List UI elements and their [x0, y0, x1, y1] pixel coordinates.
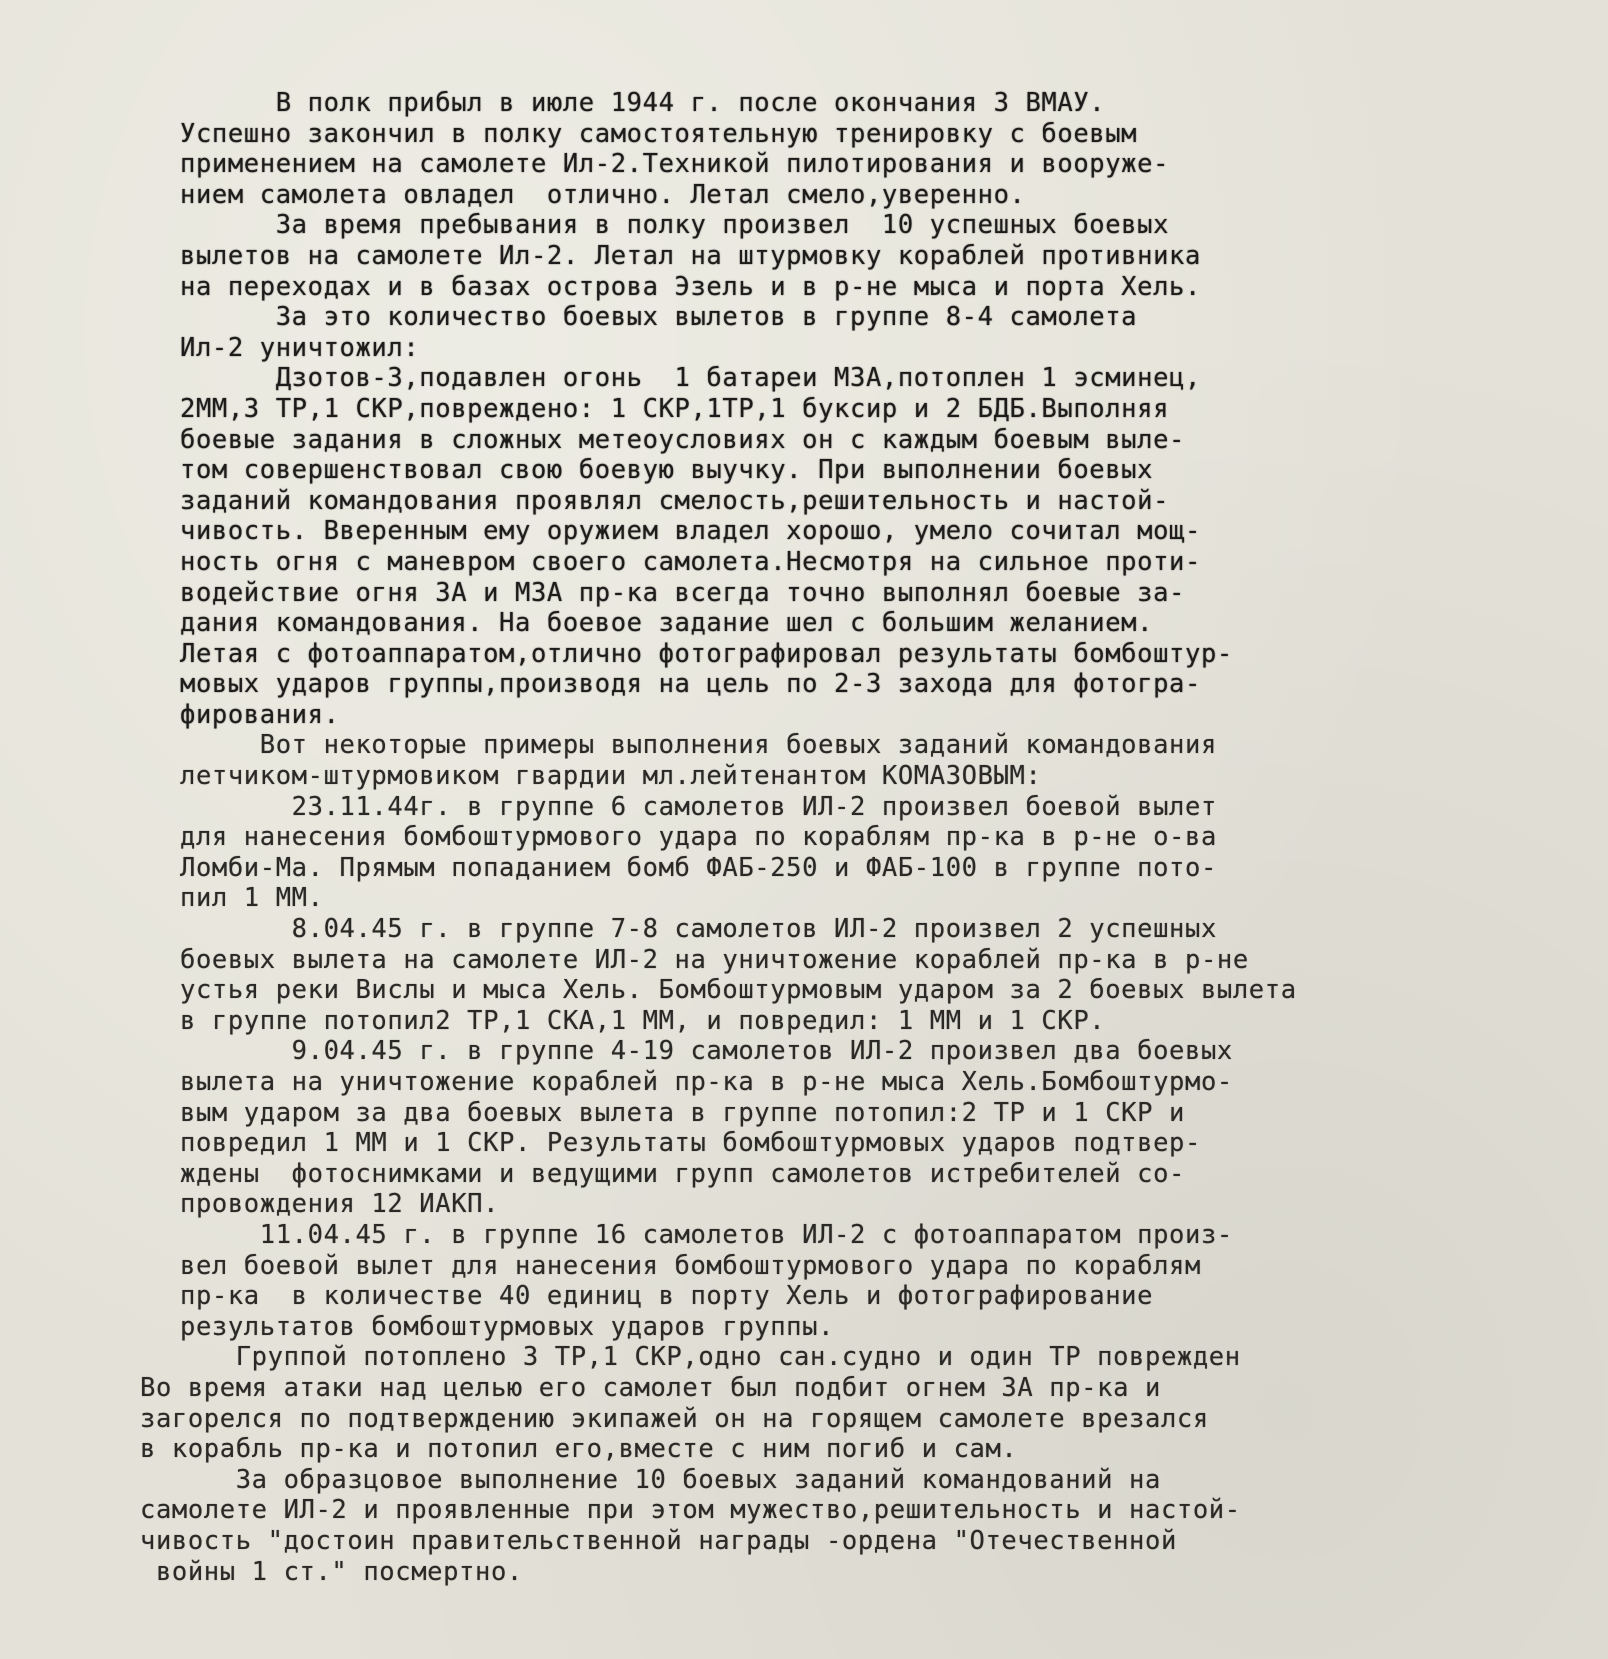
text-line: для нанесения бомбоштурмового удара по кораблям пр-ка в р-не о-ва — [180, 822, 1217, 853]
text-line: вылета на уничтожение кораблей пр-ка в р-не мыса Хель.Бомбоштурмо- — [180, 1067, 1233, 1097]
text-line: применением на самолете Ил-2.Техникой пилотирования и вооруже- — [180, 149, 1170, 180]
text-line: боевые задания в сложных метеоусловиях он с каждым боевым выле- — [180, 424, 1185, 455]
text-line: устья реки Вислы и мыса Хель. Бомбоштурмовым ударом за 2 боевых вылета — [180, 975, 1297, 1006]
text-line: За образцовое выполнение 10 боевых заданий командований на — [140, 1464, 1161, 1495]
text-line: 2ММ,3 ТР,1 СКР,повреждено: 1 СКР,1ТР,1 буксир и 2 БДБ.Выполняя — [180, 393, 1170, 424]
text-line: ность огня с маневром своего самолета.Несмотря на сильное проти- — [180, 546, 1201, 577]
text-line: В полк прибыл в июле 1944 г. после окончания 3 ВМАУ. — [180, 88, 1106, 118]
text-line: Ил-2 уничтожил: — [180, 332, 420, 363]
text-line: в корабль пр-ка и потопил его,вместе с ним погиб и сам. — [140, 1434, 1018, 1465]
text-line: 8.04.45 г. в группе 7-8 самолетов ИЛ-2 произвел 2 успешных — [180, 914, 1217, 945]
text-line: том совершенствовал свою боевую выучку. При выполнении боевых — [180, 455, 1154, 486]
text-line: ждены фотоснимками и ведущими групп самолетов истребителей со- — [180, 1158, 1185, 1189]
typewritten-text — [140, 88, 1510, 1587]
text-line: водействие огня ЗА и МЗА пр-ка всегда точно выполнял боевые за- — [180, 577, 1185, 608]
text-line: заданий командования проявлял смелость,решительность и настой- — [180, 485, 1170, 516]
text-line: провождения 12 ИАКП. — [180, 1189, 500, 1220]
text-line: За время пребывания в полку произвел 10 успешных боевых — [180, 210, 1170, 241]
text-line: результатов бомбоштурмовых ударов группы. — [180, 1311, 835, 1342]
text-line: 23.11.44г. в группе 6 самолетов ИЛ-2 произвел боевой вылет — [180, 791, 1217, 822]
text-line: повредил 1 ММ и 1 СКР. Результаты бомбоштурмовых ударов подтвер- — [180, 1128, 1201, 1159]
text-line: летчиком-штурмовиком гвардии мл.лейтенантом КОМАЗОВЫМ: — [180, 761, 1042, 792]
text-line: Во время атаки над целью его самолет был подбит огнем ЗА пр-ка и — [140, 1372, 1161, 1403]
text-line: нием самолета овладел отлично. Летал смело,уверенно. — [180, 179, 1026, 210]
text-line: дания командования. На боевое задание шел с большим желанием. — [180, 608, 1154, 639]
text-line: Успешно закончил в полку самостоятельную тренировку с боевым — [180, 118, 1138, 149]
text-line: За это количество боевых вылетов в группе 8-4 самолета — [180, 302, 1138, 333]
text-line: Дзотов-3,подавлен огонь 1 батареи МЗА,потоплен 1 эсминец, — [180, 363, 1201, 394]
text-line: пил 1 ММ. — [180, 883, 324, 914]
text-line: Вот некоторые примеры выполнения боевых заданий командования — [180, 730, 1217, 761]
text-line: чивость "достоин правительственной награды -ордена "Отечественной — [140, 1525, 1177, 1556]
text-line: фирования. — [180, 699, 340, 730]
text-line: вылетов на самолете Ил-2. Летал на штурмовку кораблей противника — [180, 240, 1201, 271]
text-line: 9.04.45 г. в группе 4-19 самолетов ИЛ-2 произвел два боевых — [180, 1036, 1233, 1067]
text-line: пр-ка в количестве 40 единиц в порту Хель и фотографирование — [180, 1281, 1154, 1312]
text-line: Ломби-Ма. Прямым попаданием бомб ФАБ-250 и ФАБ-100 в группе пото- — [180, 852, 1217, 883]
text-line: Группой потоплено 3 ТР,1 СКР,одно сан.судно и один ТР поврежден — [140, 1342, 1241, 1373]
text-line: 11.04.45 г. в группе 16 самолетов ИЛ-2 с фотоаппаратом произ- — [180, 1219, 1233, 1250]
text-line: Летая с фотоаппаратом,отлично фотографировал результаты бомбоштур- — [180, 638, 1233, 669]
text-line: на переходах и в базах острова Эзель и в р-не мыса и порта Хель. — [180, 271, 1201, 302]
text-line: вым ударом за два боевых вылета в группе потопил:2 ТР и 1 СКР и — [180, 1097, 1185, 1128]
text-line: боевых вылета на самолете ИЛ-2 на уничтожение кораблей пр-ка в р-не — [180, 944, 1249, 975]
text-line: самолете ИЛ-2 и проявленные при этом мужество,решительность и настой- — [140, 1495, 1241, 1526]
text-line: вел боевой вылет для нанесения бомбоштурмового удара по кораблям — [180, 1250, 1201, 1281]
text-line: чивость. Вверенным ему оружием владел хорошо, умело сочитал мощ- — [180, 516, 1201, 547]
text-line: в группе потопил2 ТР,1 СКА,1 ММ, и повредил: 1 ММ и 1 СКР. — [180, 1005, 1106, 1036]
text-line: мовых ударов группы,производя на цель по 2-3 захода для фотогра- — [180, 669, 1201, 700]
text-line: загорелся по подтверждению экипажей он на горящем самолете врезался — [140, 1403, 1209, 1434]
text-line: войны 1 ст." посмертно. — [140, 1556, 523, 1587]
